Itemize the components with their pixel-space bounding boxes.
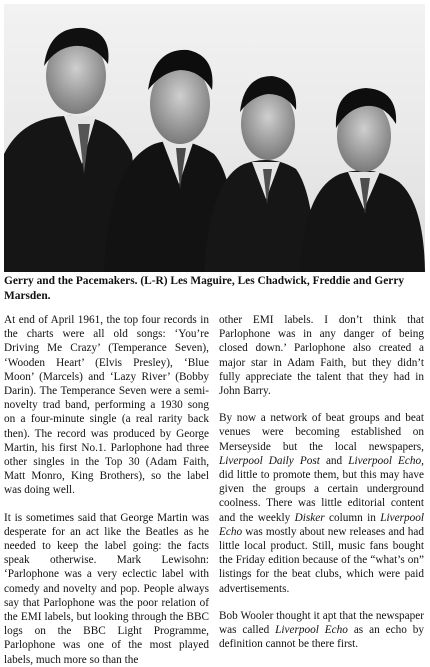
text-run: column in	[324, 511, 381, 524]
band-photo-drawing	[4, 4, 425, 272]
photo-caption: Gerry and the Pacemakers. (L-R) Les Maguire, Les Chadwick, Freddie and Gerry Marsden.	[4, 275, 405, 302]
paragraph: It is sometimes said that George Martin was desperate for an act like the Beatles as he needed to keep the label going: the facts speak otherwise. Mark Lewisohn: ‘Parlophone was a very eclectic label with comedy and novelty and pop. People always say that Parlophone was the poor relation of the EMI labels, but looking through the BBC logs on the BBC Light Programme, Parlophone was one of the most played labels, much more so than the	[4, 511, 209, 666]
paragraph	[219, 609, 424, 652]
newspaper-name: Liverpool Daily Post	[219, 454, 320, 467]
paragraph	[219, 411, 424, 596]
column-name: Disker	[294, 511, 325, 524]
left-column	[4, 313, 209, 667]
paragraph: other EMI labels. I don’t think that Parlophone was in any danger of being closed down.’ Parlophone also created a major star in Adam Faith, but they didn’t fully appreciate the talent that they had in John Barry.	[219, 314, 424, 398]
text-run: and	[319, 454, 349, 467]
paragraph: At end of April 1961, the top four records in the charts were all old songs: ‘You’re Driving Me Crazy’ (Temperance Seven), ‘Wooden Heart’ (Elvis Presley), ‘Blue Moon’ (Marcels) and ‘Lazy River’ (Bobby Darin). The Temperance Seven were a semi-novelty trad band, performing a 1930 song on a four-minute single (a real rarity back then). The record was produced by George Martin, his first No.1. Parlophone had three other singles in the Top 30 (Adam Faith, Matt Monro, King Brothers), so the label was doing well.	[4, 314, 209, 497]
text-run: as an echo by definition cannot be there first.	[219, 624, 424, 651]
newspaper-name: Liverpool Echo	[275, 624, 348, 637]
text-run: By now a network of beat groups and beat venues were becoming established on Merseyside but the local newspapers,	[219, 412, 424, 453]
right-column	[219, 313, 424, 651]
text-run: Bob Wooler thought it apt that the newspaper was called	[219, 609, 424, 637]
text-run: did little to promote them, but this may have given the groups a certain underground coolness. There was little editorial content and the weekly	[219, 469, 424, 524]
text-run: was mostly about new releases and had little local product. Still, music fans bought the Friday edition because of the “what’s on” listings for the beat clubs, which were paid advertisements.	[219, 525, 424, 595]
person-4	[300, 88, 425, 272]
newspaper-name: Liverpool Echo,	[348, 454, 424, 467]
band-photo	[4, 4, 425, 272]
newspaper-name: Liverpool Echo	[219, 511, 424, 538]
